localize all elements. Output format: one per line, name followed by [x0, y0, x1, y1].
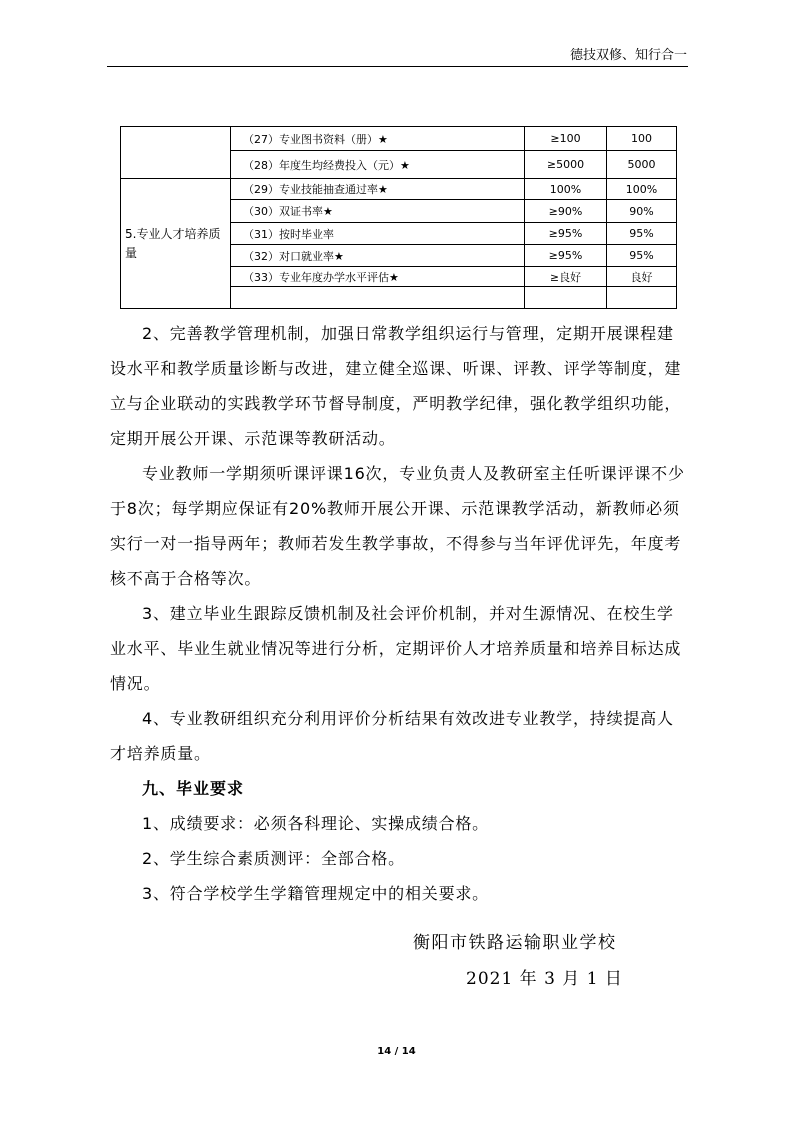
section-title: 九、毕业要求 [142, 779, 245, 798]
standard-cell: ≥良好 [525, 267, 607, 287]
standard-cell: ≥100 [525, 127, 607, 151]
table-row [121, 179, 677, 200]
standard-cell: ≥95% [525, 223, 607, 245]
item-cell: （31）按时毕业率 [231, 223, 525, 245]
requirement-item: 2、学生综合素质测评：全部合格。 [142, 849, 405, 868]
value-cell: 95% [607, 223, 677, 245]
item-cell: （30）双证书率★ [231, 200, 525, 223]
signature-org: 衡阳市铁路运输职业学校 [413, 933, 617, 953]
value-cell: 100% [607, 179, 677, 200]
requirement-item: 3、符合学校学生学籍管理规定中的相关要求。 [142, 884, 489, 903]
standard-cell [525, 287, 607, 309]
table-row [121, 127, 677, 151]
paragraph-teaching-improvement: 4、专业教研组织充分利用评价分析结果有效改进专业教学，持续提高人才培养质量。 [110, 709, 674, 763]
category-cell: 5.专业人才培养质量 [121, 179, 231, 309]
value-cell: 90% [607, 200, 677, 223]
standard-cell: ≥95% [525, 245, 607, 267]
standard-cell: ≥90% [525, 200, 607, 223]
body-paragraphs [110, 316, 686, 911]
item-cell [231, 287, 525, 309]
paragraph-lesson-evaluation: 专业教师一学期须听课评课16次，专业负责人及教研室主任听课评课不少于8次；每学期应保证有20%教师开展公开课、示范课教学活动，新教师必须实行一对一指导两年；教师若发生教学事故，不得参与当年评优评先，年度考核不高于合格等次。 [110, 464, 685, 588]
page-number: 14 / 14 [377, 1046, 416, 1057]
category-cell-empty [121, 127, 231, 179]
item-cell: （29）专业技能抽查通过率★ [231, 179, 525, 200]
paragraph-graduate-tracking: 3、建立毕业生跟踪反馈机制及社会评价机制，并对生源情况、在校生学业水平、毕业生就业情况等进行分析，定期评价人才培养质量和培养目标达成情况。 [110, 604, 682, 693]
paragraph-teaching-management: 2、完善教学管理机制，加强日常教学组织运行与管理，定期开展课程建设水平和教学质量诊断与改进，建立健全巡课、听课、评教、评学等制度，建立与企业联动的实践教学环节督导制度，严明教学纪律，强化教学组织功能，定期开展公开课、示范课等教研活动。 [110, 324, 682, 448]
item-cell: （27）专业图书资料（册）★ [231, 127, 525, 151]
header-motto: 德技双修、知行合一 [569, 48, 687, 63]
value-cell: 100 [607, 127, 677, 151]
standard-cell: ≥5000 [525, 151, 607, 179]
value-cell: 95% [607, 245, 677, 267]
value-cell [607, 287, 677, 309]
requirement-item: 1、成绩要求：必须各科理论、实操成绩合格。 [142, 814, 489, 833]
standard-cell: 100% [525, 179, 607, 200]
value-cell: 5000 [607, 151, 677, 179]
item-cell: （28）年度生均经费投入（元）★ [231, 151, 525, 179]
value-cell: 良好 [607, 267, 677, 287]
item-cell: （33）专业年度办学水平评估★ [231, 267, 525, 287]
signature-date: 2021 年 3 月 1 日 [466, 969, 623, 989]
metrics-table [120, 126, 677, 309]
header-rule [107, 66, 688, 67]
item-cell: （32）对口就业率★ [231, 245, 525, 267]
